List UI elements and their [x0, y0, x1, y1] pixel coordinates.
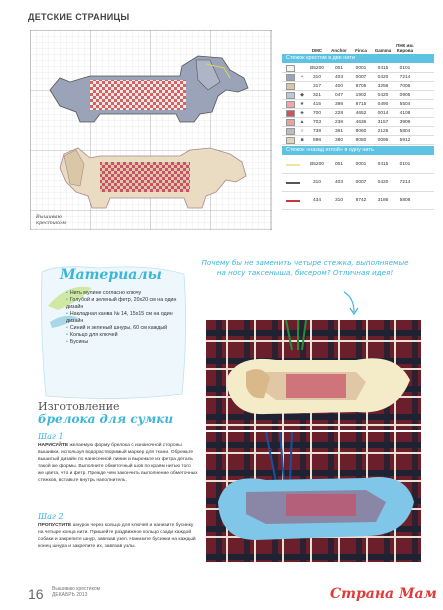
key-row	[282, 82, 434, 91]
key-col-dmc: DMC	[311, 48, 323, 53]
key-col-pnk: ПНК им. Кирова	[396, 43, 414, 53]
key-value: 3157	[377, 119, 389, 125]
stitch-symbol: ■	[300, 137, 304, 143]
key-value: 0101	[399, 162, 411, 167]
key-value: 700	[312, 110, 321, 116]
key-value: 0415	[377, 162, 389, 167]
arrow-icon	[340, 290, 370, 320]
key-value: 7214	[399, 74, 411, 80]
key-value: 1902	[355, 92, 367, 98]
key-row	[282, 64, 434, 73]
color-swatch	[286, 119, 295, 126]
key-value: 0001	[355, 162, 367, 167]
key-col-finca: Finca	[355, 48, 367, 53]
step2-bold: ПРОПУСТИТЕ	[38, 523, 72, 528]
instructions-title-line1: Изготовление	[38, 400, 120, 413]
key-row	[282, 118, 434, 127]
materials-item: • Накладная канва № 14, 15x15 см на один дизайн	[66, 311, 184, 325]
stitch-symbol: ◆	[300, 92, 304, 98]
key-rows	[282, 64, 434, 145]
color-swatch	[286, 65, 295, 72]
color-swatch	[286, 83, 295, 90]
key-backstitch-bar: Стежок «назад иглой» в одну нить	[282, 146, 434, 155]
key-value: 4636	[355, 119, 367, 125]
key-back-row	[282, 156, 434, 174]
watermark-text: Страна Мам	[330, 586, 437, 602]
key-value: 8715	[355, 101, 367, 107]
section-title: ДЕТСКИЕ СТРАНИЦЫ	[28, 12, 130, 22]
key-value: 310	[312, 180, 321, 185]
backstitch-line	[286, 200, 300, 202]
step2-text	[38, 522, 198, 550]
key-value: 415	[312, 101, 321, 107]
key-value: 0014	[377, 110, 389, 116]
key-value: 0007	[355, 180, 367, 185]
key-value: 5808	[399, 198, 411, 203]
key-value: 5804	[399, 128, 411, 134]
key-row	[282, 127, 434, 136]
key-value: 310	[334, 198, 343, 203]
step2-heading: Шаг 2	[38, 512, 64, 521]
stitch-symbol: ♣	[300, 110, 304, 116]
key-value: 403	[334, 180, 343, 185]
key-value: 0101	[399, 65, 411, 71]
instructions-title-line2: брелока для сумки	[38, 412, 174, 426]
color-swatch	[286, 92, 295, 99]
key-value: 001	[334, 162, 343, 167]
key-value: B5200	[310, 162, 324, 167]
key-value: 4108	[399, 110, 411, 116]
step1-text	[38, 442, 198, 484]
logo-line2: крестиком	[36, 220, 67, 226]
color-swatch	[286, 110, 295, 117]
logo-line1: Вышиваю	[36, 214, 62, 220]
key-value: 3909	[399, 119, 411, 125]
key-col-anchor: Anchor	[331, 48, 347, 53]
key-row	[282, 100, 434, 109]
key-back-rows	[282, 156, 434, 210]
stitch-symbol: ▲	[299, 119, 305, 125]
key-value: 0420	[377, 74, 389, 80]
materials-list	[66, 290, 184, 346]
step1-heading: Шаг 1	[38, 432, 64, 441]
key-value: 8060	[355, 128, 367, 134]
materials-item: • Синий и зеленый шнуры, 60 см каждый	[66, 325, 184, 332]
key-value: 361	[334, 128, 343, 134]
key-value: 0001	[355, 65, 367, 71]
color-swatch	[286, 74, 295, 81]
key-value: 5912	[399, 137, 411, 143]
page-number: 16	[28, 586, 44, 602]
step1-body: желаемую форму брелока с изнаночной стороны вышивки, используя водорастворимый маркер для ткани. Обрежьте вышитый дизайн по нанесенной линии и вырежьте из фетра деталь такой же формы. Выполните обметочный шов по краям нитью того же цвета, что и фетр. Прежде чем закончить выполнение обметочных стежков, вставьте внутрь наполнитель.	[38, 443, 198, 483]
key-value: 0420	[377, 180, 389, 185]
key-value: 398	[334, 101, 343, 107]
key-back-row	[282, 192, 434, 210]
stitch-symbol: •	[301, 74, 303, 80]
step2-body: шнурок через кольцо для ключей и нанизите бусинку на четыре конца нити. Пришейте раздвижное кольцо сзади каждой собаки и закрепите шнур, завязав узел. Нанизите бусинки на каждый конец шнура и закрепите их, завязав узлы.	[38, 523, 196, 549]
stitch-symbol: ★	[299, 101, 305, 107]
key-value: 703	[312, 119, 321, 125]
key-value: 228	[334, 110, 343, 116]
key-value: 7214	[399, 180, 411, 185]
key-value: 738	[312, 128, 321, 134]
photo-beige-dachshund-keychain	[206, 320, 421, 430]
key-value: 0490	[377, 101, 389, 107]
color-swatch	[286, 101, 295, 108]
key-value: 0095	[377, 137, 389, 143]
key-col-gamma: Gamma	[374, 48, 392, 53]
backstitch-line	[286, 182, 300, 184]
cross-stitch-chart	[30, 30, 272, 230]
key-value: 3258	[377, 83, 389, 89]
magazine-logo	[35, 214, 66, 226]
key-cross-stitch-bar: Стежок крестом в две нити	[282, 54, 434, 63]
key-value: 8705	[355, 83, 367, 89]
key-value: 2125	[377, 128, 389, 134]
key-value: 8080	[355, 137, 367, 143]
key-value: 5504	[399, 101, 411, 107]
key-value: B5200	[310, 65, 324, 71]
tip-text: Почему бы не заменить четыре стежка, выполняемые на носу таксеныша, бисером? Отличная идея!	[201, 258, 409, 277]
key-value: 380	[334, 137, 343, 143]
key-value: 434	[312, 198, 321, 203]
key-value: 400	[334, 83, 343, 89]
key-value: 4652	[355, 110, 367, 116]
key-value: 403	[334, 74, 343, 80]
key-back-row	[282, 174, 434, 192]
footer-issue: ДЕКАБРЬ 2013	[52, 592, 88, 598]
key-row	[282, 91, 434, 100]
key-value: 0905	[399, 92, 411, 98]
color-key-table	[282, 44, 434, 210]
key-value: 0007	[355, 74, 367, 80]
key-value: 321	[312, 92, 321, 98]
backstitch-line	[286, 164, 300, 166]
photo-grey-dachshund-keychain	[206, 432, 421, 562]
key-row	[282, 109, 434, 118]
key-value: 238	[334, 119, 343, 125]
color-swatch	[286, 137, 295, 144]
key-value: 8742	[355, 198, 367, 203]
key-value: 7006	[399, 83, 411, 89]
key-row	[282, 73, 434, 82]
footer-magazine	[52, 586, 100, 598]
footer-magazine-name: Вышиваю крестиком	[52, 586, 101, 592]
materials-item: • Голубой и зеленый фетр, 20x20 см на один дизайн	[66, 297, 184, 311]
materials-item: • Нить мулине согласно ключу	[66, 290, 184, 297]
key-row	[282, 136, 434, 145]
key-column-headers	[282, 44, 434, 53]
materials-item: • Кольцо для ключей	[66, 332, 184, 339]
key-value: 001	[334, 65, 343, 71]
key-value: 317	[312, 83, 321, 89]
materials-title: Материалы	[60, 267, 162, 283]
key-value: 047	[334, 92, 343, 98]
key-value: 0420	[377, 92, 389, 98]
step1-bold: НАРИСУЙТЕ	[38, 443, 69, 448]
stitch-symbol: ○	[300, 128, 304, 134]
materials-item: • Бусины	[66, 339, 184, 346]
key-value: 898	[312, 137, 321, 143]
key-value: 0415	[377, 65, 389, 71]
key-value: 310	[312, 74, 321, 80]
color-swatch	[286, 128, 295, 135]
key-value: 3186	[377, 198, 389, 203]
